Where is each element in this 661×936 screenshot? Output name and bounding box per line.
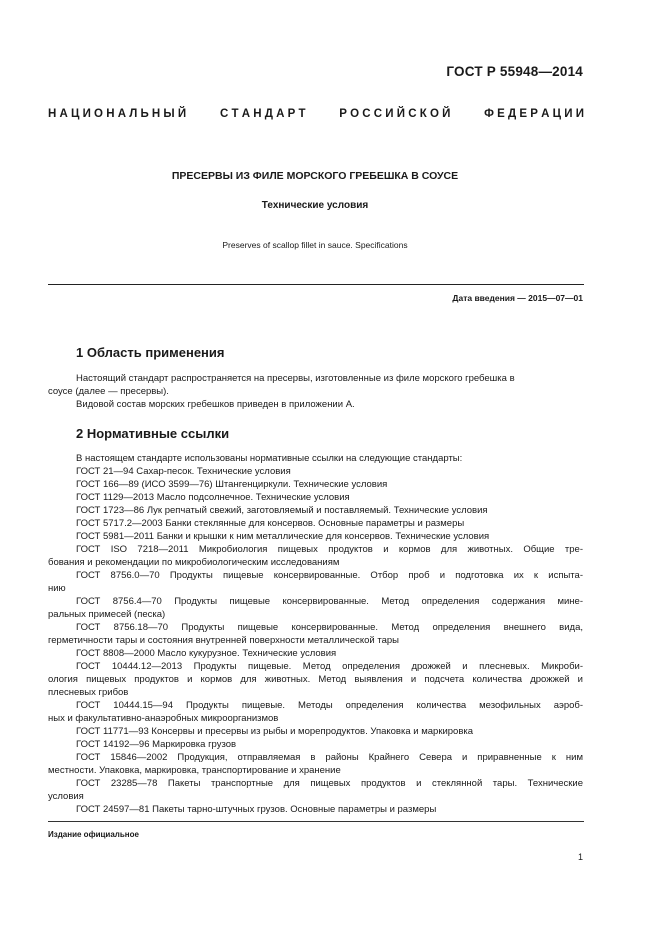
- banner-word: Р О С С И Й С К О Й: [339, 108, 451, 120]
- reference-line: ГОСТ 14192—96 Маркировка грузов: [76, 739, 237, 750]
- reference-line: ГОСТ 8756.4—70 Продукты пищевые консервированные. Метод определения содержания мине-: [76, 596, 583, 607]
- reference-line: ГОСТ ISO 7218—2011 Микробиология пищевых продуктов и кормов для животных. Общие тре-: [76, 544, 583, 555]
- reference-line: ральных примесей (песка): [48, 609, 166, 620]
- footer-divider: [48, 821, 584, 822]
- edition-label: Издание официальное: [48, 830, 139, 839]
- banner-word: С Т А Н Д А Р Т: [219, 108, 306, 120]
- reference-line: бования и рекомендации по микробиологическим исследованиям: [48, 557, 340, 568]
- reference-line: герметичности тары и состояния внутренней поверхности металлической тары: [48, 635, 400, 646]
- reference-line: нию: [48, 583, 66, 594]
- reference-line: ГОСТ 8756.0—70 Продукты пищевые консервированные. Отбор проб и подготовка их к испыта-: [76, 570, 583, 581]
- reference-line: ГОСТ 15846—2002 Продукция, отправляемая в районы Крайнего Севера и приравненные к ним: [76, 752, 583, 763]
- reference-line: плесневых грибов: [48, 687, 129, 698]
- section-1-paragraph-line: Настоящий стандарт распространяется на пресервы, изготовленные из филе морского гребешка в: [76, 373, 515, 384]
- reference-line: ГОСТ 8756.18—70 Продукты пищевые консервированные. Метод определения внешнего вида,: [76, 622, 583, 633]
- section-2-heading: 2 Нормативные ссылки: [76, 426, 230, 441]
- document-code: ГОСТ Р 55948—2014: [446, 64, 583, 79]
- reference-line: ГОСТ 10444.12—2013 Продукты пищевые. Метод определения дрожжей и плесневых. Микроби-: [76, 661, 583, 672]
- banner-word: Н А Ц И О Н А Л Ь Н Ы Й: [48, 108, 187, 120]
- reference-line: условия: [48, 791, 84, 802]
- section-1-paragraph-line: соусе (далее — пресервы).: [48, 386, 169, 397]
- reference-line: ных и факультативно-анаэробных микроорганизмов: [48, 713, 279, 724]
- reference-line: ГОСТ 1129—2013 Масло подсолнечное. Технические условия: [76, 492, 350, 503]
- header-divider: [48, 284, 584, 285]
- reference-line: ология пищевых продуктов и кормов для животных. Метод выявления и подсчета количества дрожжей и: [48, 674, 583, 685]
- reference-line: ГОСТ 23285—78 Пакеты транспортные для пищевых продуктов и стеклянной тары. Технические: [76, 778, 583, 789]
- reference-line: ГОСТ 10444.15—94 Продукты пищевые. Методы определения количества мезофильных аэроб-: [76, 700, 583, 711]
- reference-line: ГОСТ 5717.2—2003 Банки стеклянные для консервов. Основные параметры и размеры: [76, 518, 465, 529]
- section-1-paragraph-line: Видовой состав морских гребешков приведен в приложении А.: [76, 399, 355, 410]
- reference-line: ГОСТ 21—94 Сахар-песок. Технические условия: [76, 466, 291, 477]
- reference-line: ГОСТ 166—89 (ИСО 3599—76) Штангенциркули. Технические условия: [76, 479, 388, 490]
- reference-line: ГОСТ 24597—81 Пакеты тарно-штучных грузов. Основные параметры и размеры: [76, 804, 437, 815]
- reference-line: ГОСТ 11771—93 Консервы и пресервы из рыбы и морепродуктов. Упаковка и маркировка: [76, 726, 474, 737]
- reference-line: местности. Упаковка, маркировка, транспортирование и хранение: [48, 765, 341, 776]
- document-title: ПРЕСЕРВЫ ИЗ ФИЛЕ МОРСКОГО ГРЕБЕШКА В СОУСЕ: [171, 170, 459, 182]
- banner-word: Ф Е Д Е Р А Ц И И: [484, 108, 584, 120]
- document-subtitle: Технические условия: [261, 200, 369, 211]
- national-standard-banner: [48, 108, 584, 120]
- reference-line: ГОСТ 5981—2011 Банки и крышки к ним металлические для консервов. Технические условия: [76, 531, 490, 542]
- section-1-heading: 1 Область применения: [76, 345, 225, 360]
- english-title: Preserves of scallop fillet in sauce. Specifications: [222, 240, 408, 250]
- reference-line: ГОСТ 1723—86 Лук репчатый свежий, заготовляемый и поставляемый. Технические условия: [76, 505, 488, 516]
- page-number: 1: [577, 852, 583, 862]
- reference-line: ГОСТ 8808—2000 Масло кукурузное. Технические условия: [76, 648, 337, 659]
- effective-date: Дата введения — 2015—07—01: [452, 293, 583, 303]
- reference-line: В настоящем стандарте использованы нормативные ссылки на следующие стандарты:: [76, 453, 463, 464]
